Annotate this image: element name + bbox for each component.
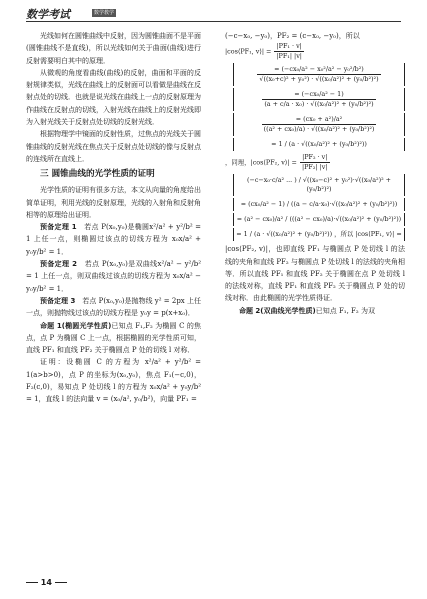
equation-text: ，所以 |cos⟨PF₁, v⟩| = [334,230,402,239]
equation-text: ，同理，|cos⟨PF₂, v⟩| = [225,158,297,167]
numerator: = (−cx₀/a² − 1) [262,90,375,100]
theorem-text: 若点 P(x₀,y₀)是抛物线 y² = 2px 上任一点，则抛物线过该点的切线方程是 y₀y = p(x+x₀)． [26,296,201,318]
section-heading: 三 圆锥曲线的光学性质的证明 [40,169,155,180]
page-header [26,6,406,22]
theorem-label: 预备定理 3 [40,296,76,305]
left-column [26,30,201,406]
numerator: |PF₁ · v| [274,42,304,52]
proposition [26,320,201,357]
journal-title: 数学考试 [26,8,70,21]
equation-block [233,228,405,241]
equation-text: (−c−x₀·c/a² ... ) / √((x₀−c)² + y₀²)·√((x₀/a²)² + (y₀/b²)²) [246,176,392,194]
equation-block [233,88,405,111]
equation-text: |cos⟨PF₁, v⟩| = [225,47,272,56]
paragraph: |cos⟨PF₂, v⟩|，也即直线 PF₁ 与椭圆点 P 处切线 l 的法线的夹角和直线 PF₂ 与椭圆点 P 处切线 l 的法线的夹角相等．所以直线 PF₁ 和直线 PF₂ 关于椭圆在点 P 处切线 l 的法线对称，直线 PF₁ 和直线 PF₂ 关于椭圆点 P 处的切线对称．由此椭圆的光学性质得证． [225,245,405,303]
denominator: √((x₀+c)² + y₀²) · √((x₀/a²)² + (y₀/b²)²) [259,75,379,84]
fraction [262,90,375,109]
page-number: 14 [40,578,52,587]
denominator: (a + c/a · x₀) · √((x₀/a²)² + (y₀/b²)²) [264,100,374,109]
denominator: ((a² + cx₀)/a) · √((x₀/a²)² + (y₀/b²)²) [263,125,375,134]
fraction [262,115,377,134]
fraction [300,153,330,172]
equation-text: = (a² − cx₀)/a² / (((a² − cx₀)/a)·√((x₀/a²)² + (y₀/b²)²)) [236,215,402,224]
page-footer [26,578,67,587]
theorem-text: 若点 P(x₀,y₀)是双曲线x²/a² − y²/b² = 1 上任一点，则双曲线过该点的切线方程为 x₀x/a² − y₀y/b² = 1． [26,260,202,293]
proposition [225,305,405,317]
footer-dash [26,582,38,583]
footer-dash [55,582,67,583]
equation-text: = 1 / (a · √((x₀/a²)² + (y₀/b²)²)) [271,140,367,149]
right-column [225,30,405,317]
paragraph: (−c−x₀, −y₀)，PF₂ = (c−x₀, −y₀)，所以 [225,32,360,40]
theorem-label: 预备定理 1 [40,223,77,232]
numerator: = (cx₀ + a²)/a² [262,115,377,125]
numerator: = (−cx₀/a² − x₀²/a² − y₀²/b²) [257,65,380,75]
journal-subtitle: 数学教学 [94,10,115,16]
equation-text: = 1 / (a · √((x₀/a²)² + (y₀/b²)²)) [236,230,333,239]
proposition-text: 已知点 F₁,F₂ 为椭圆 C 的焦点，点 P 为椭圆 C 上一点，根据椭圆的光学性质可知，直线 PF₁ 和直线 PF₂ 关于椭圆点 P 处的切线 l 对称． [26,321,201,355]
proposition-text: 已知点 F₁, F₂ 为双 [315,306,375,315]
proposition-label: 命题 1(椭圆光学性质) [40,321,112,330]
equation-block [233,198,405,211]
theorem [26,258,201,295]
equation [225,42,405,61]
theorem [26,295,201,320]
paragraph: 光学性质的证明有很多方法，本文从向量的角度给出简单证明，利用光线的反射原理，光线的入射角和反射角相等的原理给出证明． [26,186,201,219]
denominator: |PF₂| |v| [301,163,328,172]
theorem-text: 若点 P(x₀,y₀)是椭圆x²/a² + y²/b² = 1 上任一点，则椭圆过该点的切线方程为 x₀x/a² + y₀y/b² = 1． [26,223,202,256]
paragraph: 从微观的角度看曲线(曲线)的反射，曲面和平面的反射规律类似，光线在曲线上的反射面可以看做是曲线在反射点处的切线．也就是说光线在曲线上一点的反射原理为作曲线在反射点的切线，入射光线在曲线上的反射光线即为入射光线关于反射点处切线的反射光线． [26,68,201,127]
denominator: |PF₁| |v| [276,52,302,61]
header-rule [26,21,401,22]
equation-block [233,213,405,226]
equation-block [233,63,405,86]
equation-block [233,174,405,196]
theorem-label: 预备定理 2 [40,260,77,269]
equation-block [233,138,405,151]
proof: 证明：设椭圆 C 的方程为 x²/a² + y²/b² = 1(a>b>0)，点 P 的坐标为(x₀,y₀)，焦点 F₁(−c,0)，F₂(c,0)，易知点 P 处切线 l 的方程为 x₀x/a² + y₀y/b² = 1，直线 l 的法向量 v = (x₀/a², y₀/b²)，向量 PF₁ = [26,358,201,404]
fraction [257,65,380,84]
fraction [274,42,304,61]
equation-text: = (cx₀/a² − 1) / ((a − c/a·x₀)·√((x₀/a²)² + (y₀/b²)²)) [240,200,398,209]
numerator: |PF₂ · v| [300,153,330,163]
equation-block [233,113,405,136]
paragraph: 根据物理学中镜面的反射性质，过焦点的光线关于圆锥曲线的反射光线在焦点关于反射点处切线的像与反射点的连线所在直线上． [26,130,201,163]
equation [225,153,405,172]
proposition-label: 命题 2(双曲线光学性质) [239,306,316,315]
theorem [26,221,201,258]
paragraph: 光线如何在圆锥曲线中反射，因为圆锥曲面不是平面(圆锥曲线不是直线)，所以光线如何关于曲面(曲线)进行反射需要明白其中的原理． [26,32,201,65]
